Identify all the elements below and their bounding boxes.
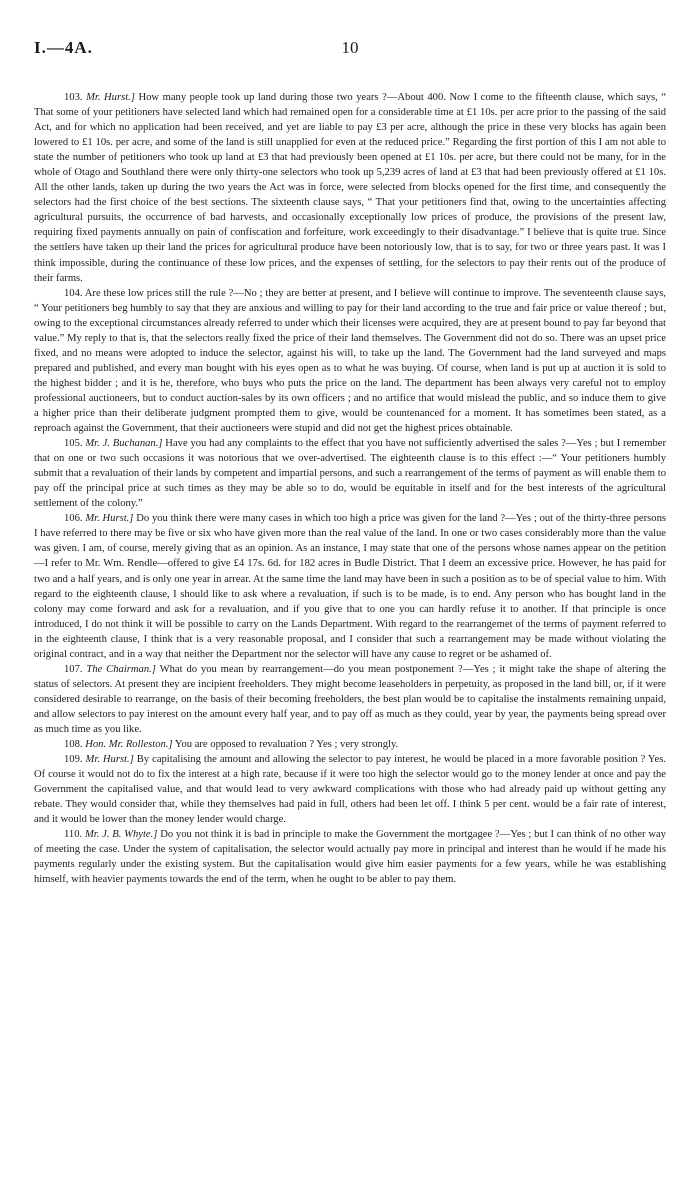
question-paragraph	[34, 752, 666, 827]
running-header	[34, 22, 666, 58]
page-number: 10	[341, 38, 359, 57]
question-paragraph	[34, 662, 666, 737]
question-number: 107.	[64, 663, 83, 675]
question-paragraph	[34, 286, 666, 436]
speaker-name: Mr. J. B. Whyte.]	[84, 829, 158, 841]
paragraph-text: Are these low prices still the rule ?—No ; they are better at present, and I believe will continue to improve. The seventeenth clause says, “ Your petitioners beg humbly to say that they are anxious and willing to pay for their land according to the true and fair price or value thereof ; but, owing to the exceptional circumstances already referred to under which their licenses were acquired, they are at present bound to pay far beyond that value.” My reply to that is, that the selectors really fixed the price of their land themselves. The Government did not do so. There was an upset price fixed, and no means were adopted to induce the selector, against his will, to take up the land. The Government had the land surveyed and maps prepared and published, and every man bought with his eyes open as to what he was buying. Of course, when land is put up at auction it is sold to the highest bidder ; and it is he, therefore, who buys who puts the price on the land. The department has been always very careful not to employ professional auctioneers, but to conduct auction-sales by its own officers ; and no artifice that would mislead the public, and so induce them to give a higher price than their deliberate judgment prompted them to give, would be countenanced for a moment. It has sometimes been stated, as a reproach against the Government, that their auctioneers were stupid and did not get the highest prices obtainable.	[34, 287, 666, 435]
speaker-name: Mr. J. Buchanan.]	[85, 438, 163, 450]
question-number: 103.	[64, 92, 83, 103]
question-paragraph	[34, 90, 666, 286]
paragraph-text: You are opposed to revaluation ? Yes ; very strongly.	[174, 739, 399, 751]
question-paragraph	[34, 827, 666, 887]
question-number: 110.	[64, 829, 83, 841]
document-reference: I.—4A.	[34, 38, 93, 57]
question-number: 104.	[64, 287, 83, 299]
speaker-name: Hon. Mr. Rolleston.]	[85, 739, 173, 751]
paragraph-text: By capitalising the amount and allowing the selector to pay interest, he would be placed in a more favorable position ? Yes. Of course it would not do to fix the interest at a high rate, because if it were too high the selector would go to the money lender at once and pay the Government the capitalised value, and that would lead to very awkward complications with those who had already paid up without getting any rebate. They would consider that, while they themselves had paid in full, others had been let off. I think 5 per cent. would be a fair rate of interest, and it would be lower than the money lender would charge.	[34, 754, 666, 826]
question-paragraph	[34, 737, 666, 752]
evidence-text	[34, 90, 666, 887]
speaker-name: Mr. Hurst.]	[85, 513, 134, 525]
speaker-name: Mr. Hurst.]	[86, 92, 135, 103]
question-paragraph	[34, 436, 666, 511]
speaker-name: The Chairman.]	[86, 663, 156, 675]
paragraph-text: How many people took up land during those two years ?—About 400. Now I come to the fifteenth clause, which says, “ That some of your petitioners have selected land which had remained open for a considerable time at £1 10s. per acre prior to the passing of the said Act, and for which no application had been received, and yet are liable to pay £3 per acre, although the price in these very blocks has again been lowered to £1 10s. per acre, and some of the land is still unapplied for even at the reduced price.” Regarding the first portion of this I am not able to state the number of petitioners who took up land at £3 that had previously been opened at £1 10s. per acre, but there could not be many, for in the whole of Otago and Southland there were only thirty-one selectors who took up 5,239 acres of land at £3 that had been previously offered at £1 10s. All the other lands, taken up during the two years the Act was in force, were selected from blocks opened for the first time, and consequently the selectors had the first choice of the best sections. The sixteenth clause says, “ That your petitioners find that, owing to the uncertainties affecting agricultural pursuits, the occurrence of bad harvests, and occasionally exceptionally low prices of produce, the provisions of the present law, requiring fixed payments annually on pain of confiscation and forfeiture, work exceedingly to their disadvantage.” I believe that is quite true. Since the settlers have taken up their land the prices for agricultural produce have been notoriously low, that is to say, for two or three years past. It was I think impossible, during the continuance of these low prices, and the expenses of settling, for the selectors to pay their rents out of the produce of their farms.	[34, 92, 666, 284]
paragraph-text: What do you mean by rearrangement—do you mean postponement ?—Yes ; it might take the shape of altering the status of selectors. At present they are incipient freeholders. They might become leaseholders in perpetuity, as proposed in the land bill, or, if it were considered desirable to rearrange, on the basis of their becoming freeholders, the best plan would be to capitalise the instalments remaining unpaid, and allow selectors to pay interest on the amount every half year, and to pay off as much as they could, year by year, the payments being spread over as much time as you like.	[34, 663, 666, 735]
paragraph-text: Have you had any complaints to the effect that you have not sufficiently advertised the sales ?—Yes ; but I remember that on one or two such occasions it was notorious that we over-advertised. The eighteenth clause is to this effect :—“ Your petitioners humbly submit that a revaluation of their lands by competent and impartial persons, and such a rearrangement of the terms of payment as will enable them to pay off the principal price at such times as they may be able so to do, would be equitable in itself and for the best interests of the agricultural settlement of the colony.”	[34, 438, 666, 510]
paragraph-text: Do you not think it is bad in principle to make the Government the mortgagee ?—Yes ; but I can think of no other way of meeting the case. Under the system of capitalisation, the selector would actually pay more in principal and interest than he would if he made his payments regularly under the existing system. But the capitalisation would give him easier payments for a few years, while he was establishing himself, with heavier payments towards the end of the term, when he ought to be abler to pay them.	[34, 829, 666, 886]
question-paragraph	[34, 511, 666, 661]
speaker-name: Mr. Hurst.]	[85, 754, 134, 766]
question-number: 105.	[64, 438, 83, 450]
document-page	[34, 22, 666, 887]
question-number: 109.	[64, 754, 83, 766]
question-number: 106.	[64, 513, 83, 525]
paragraph-text: Do you think there were many cases in which too high a price was given for the land ?—Yes ; out of the thirty-three persons I have referred to there may be five or six who have given more than the real value of the land. In one or two cases considerably more than the value was given. I am, of course, merely giving that as an opinion. As an instance, I may state that one of the persons whose names appear on the petition—I refer to Mr. Wm. Rendle—offered to give £4 17s. 6d. for 182 acres in Budle District. That I deem an excessive price. However, he has paid for two and a half years, and is only one year in arrear. At the same time the land may have been in such a position as to be of special value to him. With regard to the eighteenth clause, I should like to ask where a revaluation, if such is to be made, is to end. Any person who has bought land in the colony may come forward and ask for a revaluation, and if you give that to one you can hardly refuse it to another. If that principle is once introduced, I do not think it will be possible to carry on the Lands Department. With regard to the rearrangemet of the terms of payment referred to in the eighteenth clause, I think that is a very reasonable proposal, and I consider that such a rearrangement may be made without violating the original contract, and in a way that neither the Department nor the selector will have any cause to regret or be ashamed of.	[34, 513, 666, 660]
question-number: 108.	[64, 739, 83, 751]
